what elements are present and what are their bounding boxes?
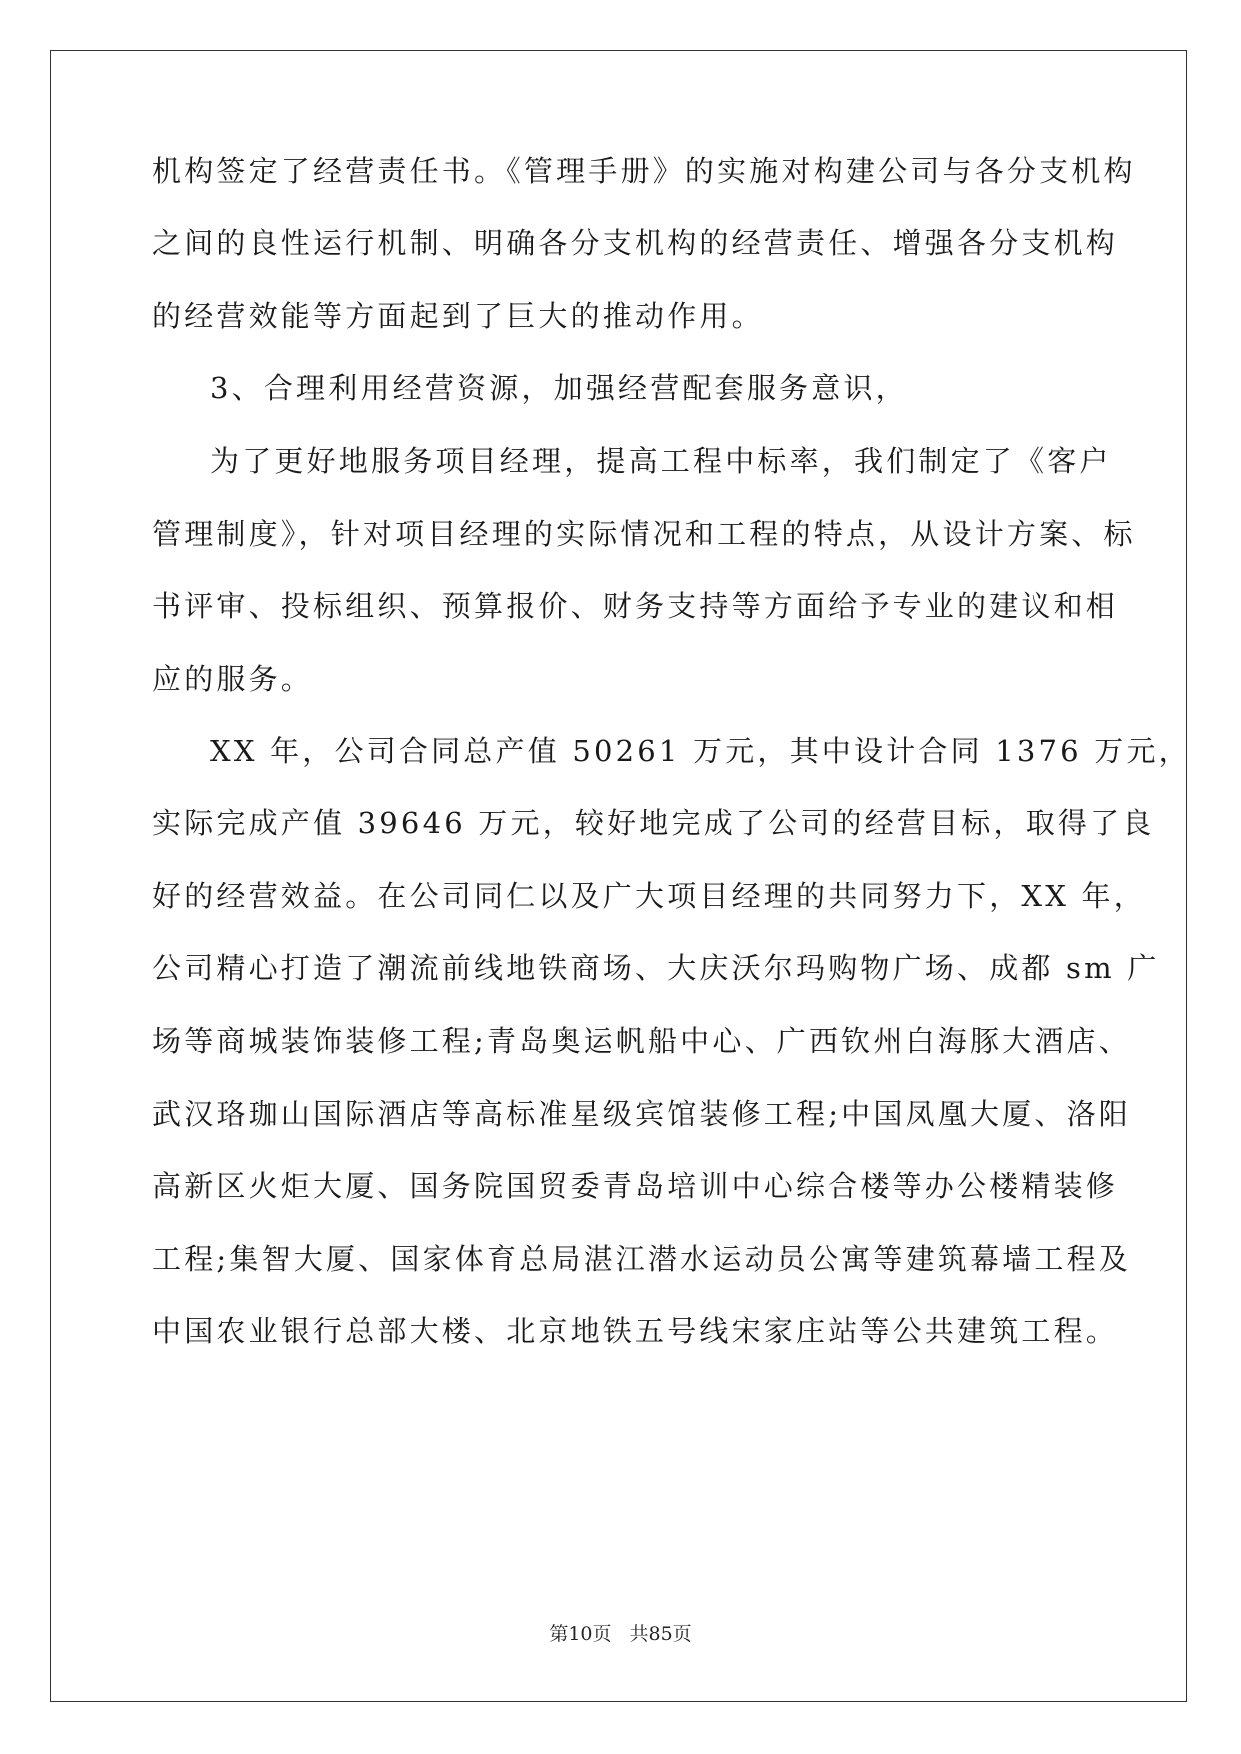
- paragraph-line: 高新区火炬大厦、国务院国贸委青岛培训中心综合楼等办公楼精装修: [152, 1169, 1119, 1203]
- section-heading: 3、合理利用经营资源，加强经营配套服务意识，: [210, 371, 908, 405]
- paragraph-line: 的经营效能等方面起到了巨大的推动作用。: [152, 299, 764, 333]
- page-number: 第10页: [549, 1623, 612, 1645]
- paragraph-line: XX 年，公司合同总产值 50261 万元，其中设计合同 1376 万元，: [210, 734, 1191, 768]
- paragraph-line: 工程;集智大厦、国家体育总局湛江潜水运动员公寓等建筑幕墙工程及: [152, 1242, 1131, 1276]
- paragraph-line: 应的服务。: [152, 662, 314, 696]
- paragraph-line: 书评审、投标组织、预算报价、财务支持等方面给予专业的建议和相: [152, 589, 1119, 623]
- paragraph-line: 之间的良性运行机制、明确各分支机构的经营责任、增强各分支机构: [152, 226, 1119, 260]
- paragraph-line: 管理制度》，针对项目经理的实际情况和工程的特点，从设计方案、标: [152, 517, 1136, 551]
- paragraph-line: 好的经营效益。在公司同仁以及广大项目经理的共同努力下，XX 年，: [152, 879, 1146, 913]
- page-total: 共85页: [629, 1623, 692, 1645]
- paragraph-line: 中国农业银行总部大楼、北京地铁五号线宋家庄站等公共建筑工程。: [152, 1314, 1119, 1348]
- paragraph-line: 实际完成产值 39646 万元，较好地完成了公司的经营目标，取得了良: [152, 806, 1155, 840]
- paragraph-line: 为了更好地服务项目经理，提高工程中标率，我们制定了《客户: [210, 444, 1112, 478]
- paragraph-line: 场等商城装饰装修工程;青岛奥运帆船中心、广西钦州白海豚大酒店、: [152, 1024, 1131, 1058]
- page-footer: [0, 1622, 1241, 1646]
- paragraph-line: 武汉珞珈山国际酒店等高标准星级宾馆装修工程;中国凤凰大厦、洛阳: [152, 1097, 1131, 1131]
- paragraph-line: 公司精心打造了潮流前线地铁商场、大庆沃尔玛购物广场、成都 sm 广: [152, 951, 1160, 985]
- paragraph-line: 机构签定了经营责任书。《管理手册》的实施对构建公司与各分支机构: [152, 154, 1136, 188]
